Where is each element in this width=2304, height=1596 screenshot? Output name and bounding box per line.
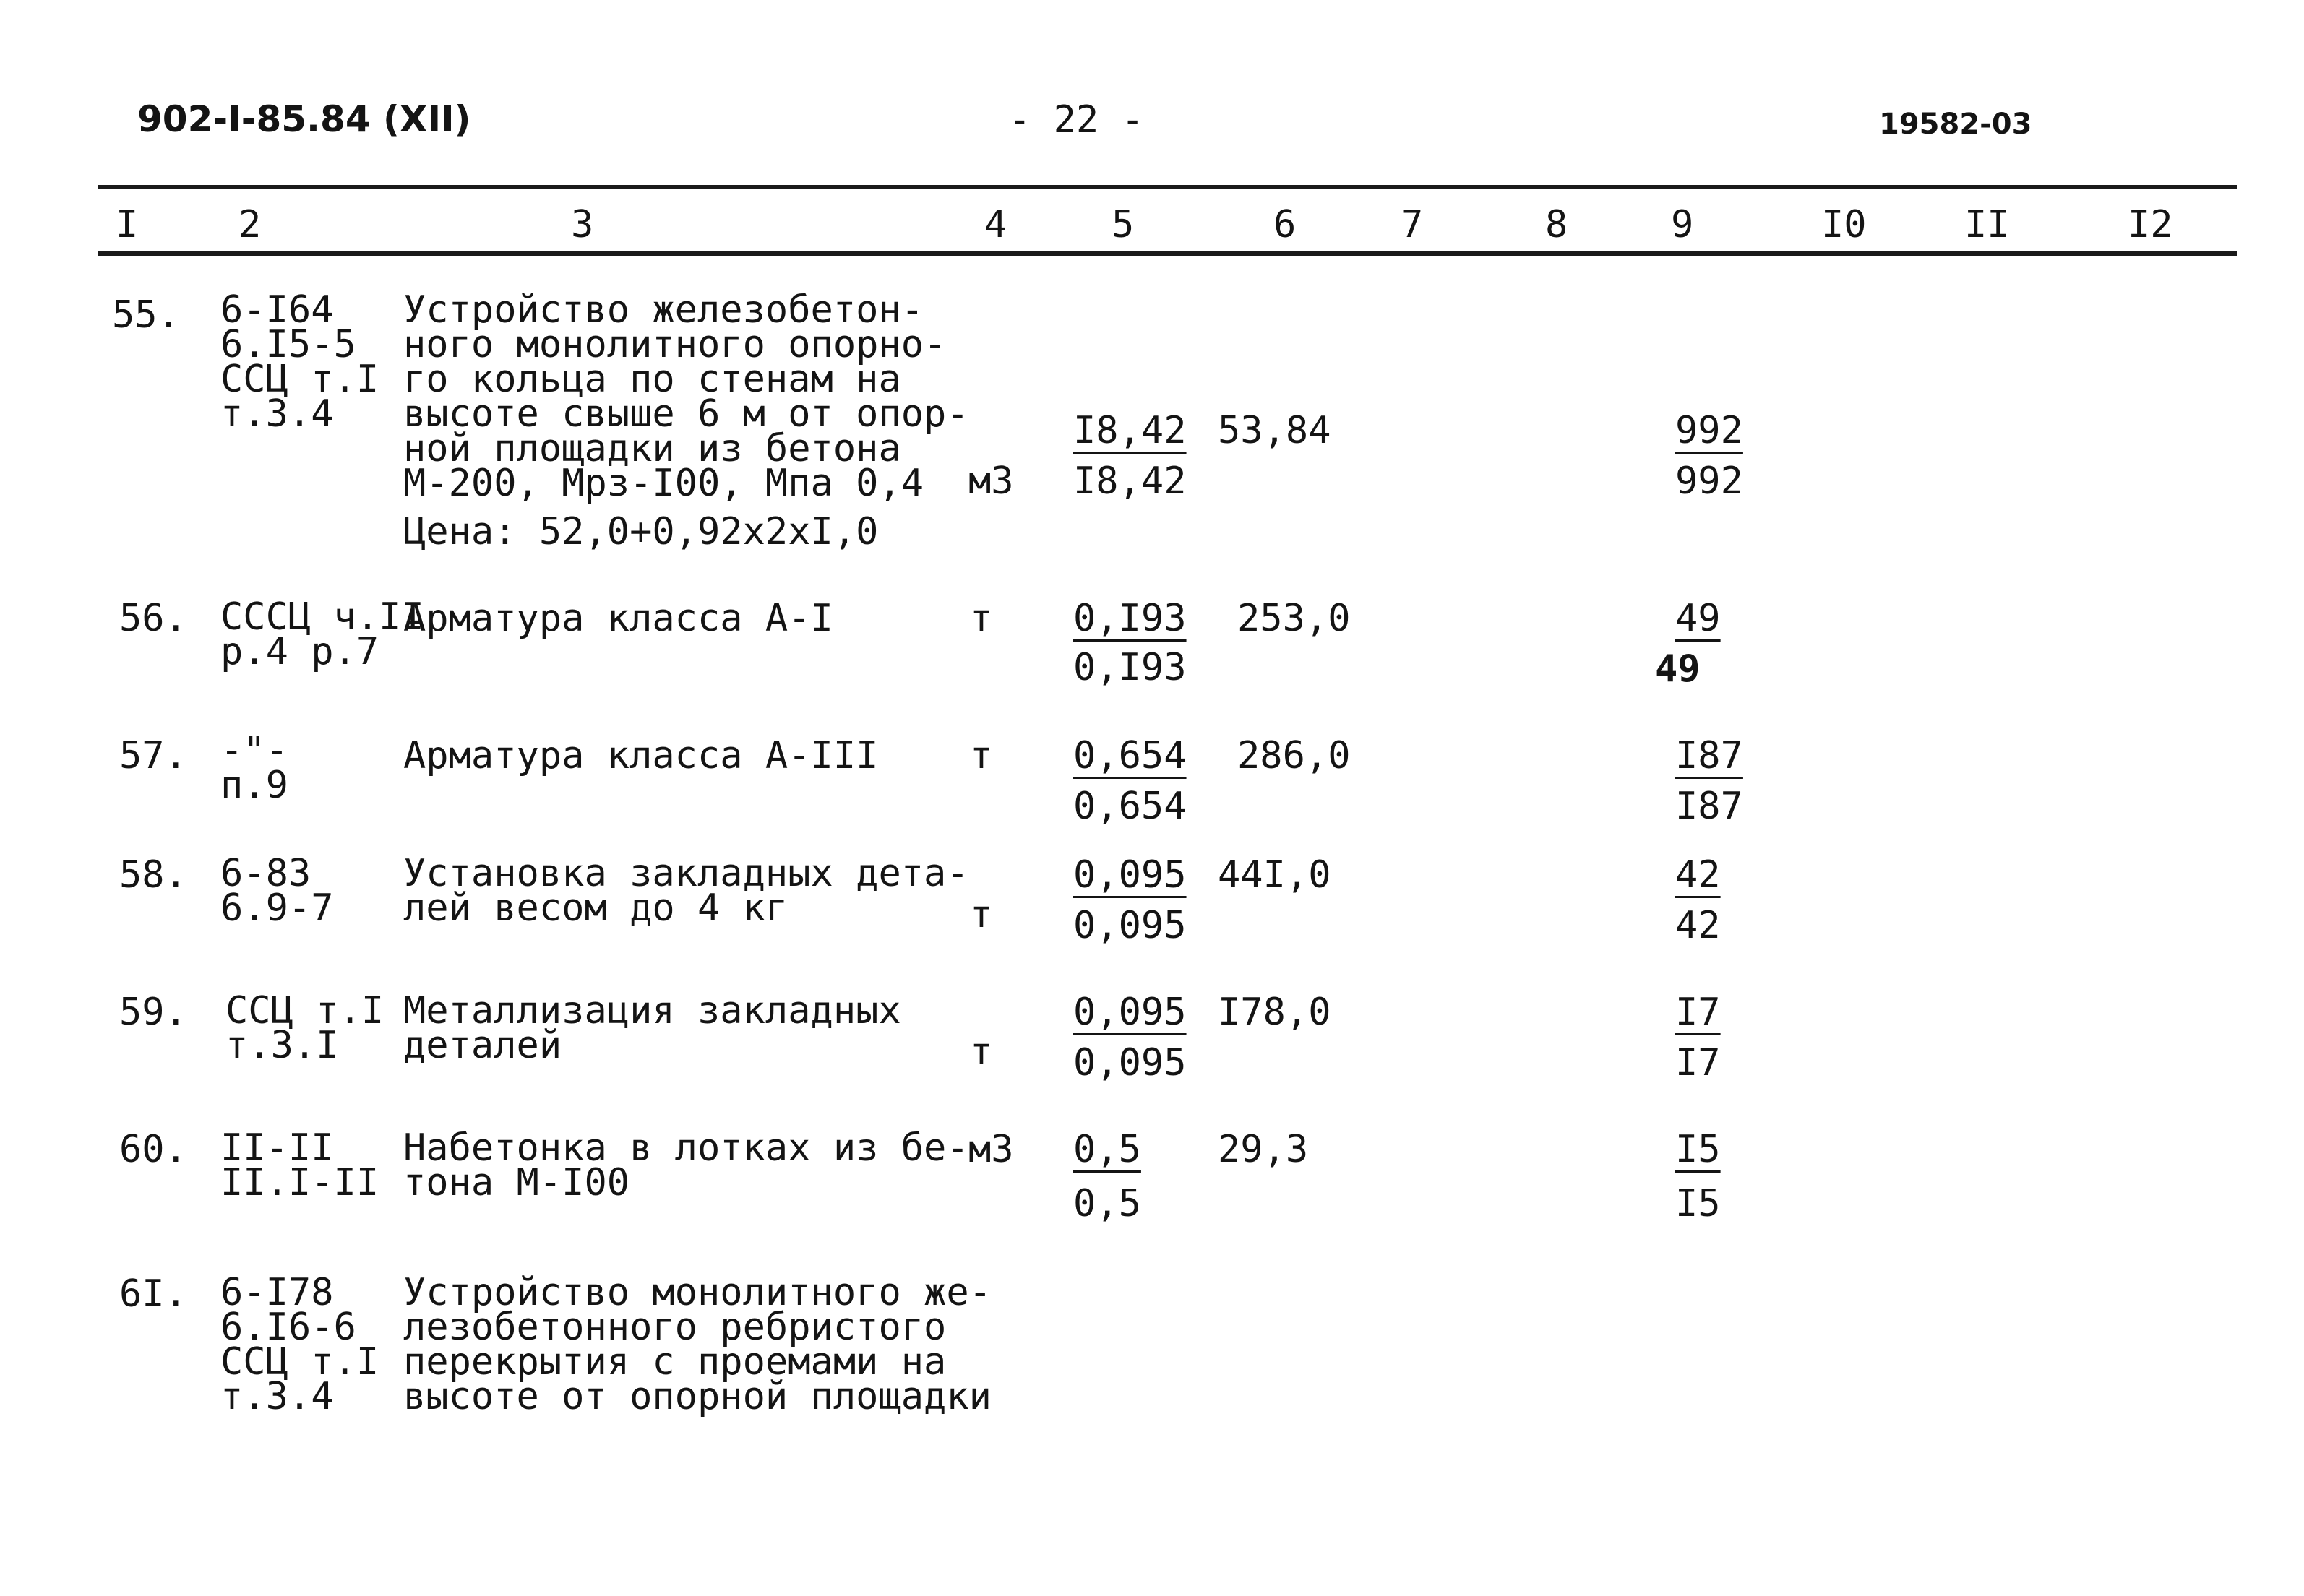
row-unit: т [970, 734, 993, 777]
column-header: 6 [1273, 203, 1297, 246]
row-price-note: Цена: 52,0+0,92х2хI,0 [403, 510, 879, 553]
row-number: 57. [119, 734, 187, 777]
row-code: ССЦ т.I т.3.I [225, 989, 384, 1067]
row-qty-top: 0,I93 [1073, 597, 1187, 640]
row-qty-bottom: 0,654 [1073, 785, 1187, 828]
column-header: II [1964, 203, 2010, 246]
row-number: 6I. [119, 1272, 187, 1316]
row-code: 6-I78 6.I6-6 ССЦ т.I т.3.4 [220, 1271, 379, 1418]
row-description: Установка закладных дета- лей весом до 4 кг [403, 852, 969, 930]
row-qty-top: I8,42 [1073, 409, 1187, 452]
row-unit: т [970, 893, 993, 936]
row-description: Устройство монолитного же- лезобетонного ребристого перекрытия с проемами на высоте от опорной площадки [403, 1271, 992, 1418]
column-header: 7 [1401, 203, 1424, 246]
row-total-top: I87 [1675, 734, 1743, 777]
column-header: 8 [1545, 203, 1568, 246]
sheet-code: 19582-03 [1879, 108, 2032, 141]
row-total-bottom: 992 [1675, 460, 1743, 503]
row-total-top: 49 [1675, 597, 1721, 640]
row-total-top: I7 [1675, 991, 1721, 1034]
row-code: СССЦ ч.II р.4 р.7 [220, 595, 424, 673]
row-qty-top: 0,095 [1073, 991, 1187, 1034]
row-code: 6-I64 6.I5-5 ССЦ т.I т.3.4 [220, 288, 379, 436]
row-number: 60. [119, 1128, 187, 1171]
row-qty-top: 0,5 [1073, 1128, 1141, 1171]
row-number: 56. [119, 597, 187, 640]
row-description: Арматура класса А-I [403, 597, 833, 640]
row-number: 58. [119, 853, 187, 897]
page-number: - 22 - [1008, 98, 1144, 142]
row-unit: м3 [968, 460, 1014, 503]
row-price: 44I,0 [1218, 853, 1331, 897]
column-header: 4 [984, 203, 1007, 246]
row-unit: м3 [968, 1128, 1014, 1171]
row-total-bottom: 42 [1675, 904, 1721, 947]
row-total-top: I5 [1675, 1128, 1721, 1171]
row-qty-bottom: I8,42 [1073, 460, 1187, 503]
row-qty-bottom: 0,095 [1073, 1041, 1187, 1084]
row-price: 29,3 [1218, 1128, 1309, 1171]
row-description: Металлизация закладных деталей [403, 989, 901, 1067]
row-qty-top: 0,654 [1073, 734, 1187, 777]
column-header: I2 [2128, 203, 2173, 246]
row-code: 6-83 6.9-7 [220, 852, 334, 930]
row-unit: т [970, 597, 993, 640]
row-total-top: 42 [1675, 853, 1721, 897]
table-header-rule [98, 251, 2237, 256]
row-qty-bottom: 0,095 [1073, 904, 1187, 947]
row-number: 59. [119, 991, 187, 1034]
row-description: Устройство железобетон- ного монолитного опорно- го кольца по стенам на высоте свыше 6 м от опор- ной площадки из бетона М-200, Мрз-I00, Мпа 0,4 [403, 288, 969, 505]
row-total-bottom: I7 [1675, 1041, 1721, 1084]
column-header: 2 [238, 203, 262, 246]
row-price: 253,0 [1237, 597, 1351, 640]
row-qty-bottom: 0,I93 [1073, 646, 1187, 689]
table-top-rule [98, 185, 2237, 189]
row-total-bottom: I5 [1675, 1182, 1721, 1225]
row-number: 55. [112, 293, 180, 337]
row-code: II-II II.I-II [220, 1126, 379, 1204]
row-description: Арматура класса А-III [403, 734, 879, 777]
row-code: -"- п.9 [220, 729, 288, 807]
row-price: 53,84 [1218, 409, 1331, 452]
column-header: 9 [1671, 203, 1694, 246]
row-total-bottom: 49 [1655, 647, 1701, 691]
column-header: 3 [571, 203, 594, 246]
row-description: Набетонка в лотках из бе- тона М-I00 [403, 1126, 969, 1204]
row-qty-top: 0,095 [1073, 853, 1187, 897]
column-header: I0 [1821, 203, 1867, 246]
column-header: I [116, 203, 139, 246]
row-price: 286,0 [1237, 734, 1351, 777]
row-total-bottom: I87 [1675, 785, 1743, 828]
row-total-top: 992 [1675, 409, 1743, 452]
document-code: 902-I-85.84 (XII) [137, 98, 471, 140]
row-price: I78,0 [1218, 991, 1331, 1034]
row-qty-bottom: 0,5 [1073, 1182, 1141, 1225]
row-unit: т [970, 1030, 993, 1074]
column-header: 5 [1112, 203, 1135, 246]
